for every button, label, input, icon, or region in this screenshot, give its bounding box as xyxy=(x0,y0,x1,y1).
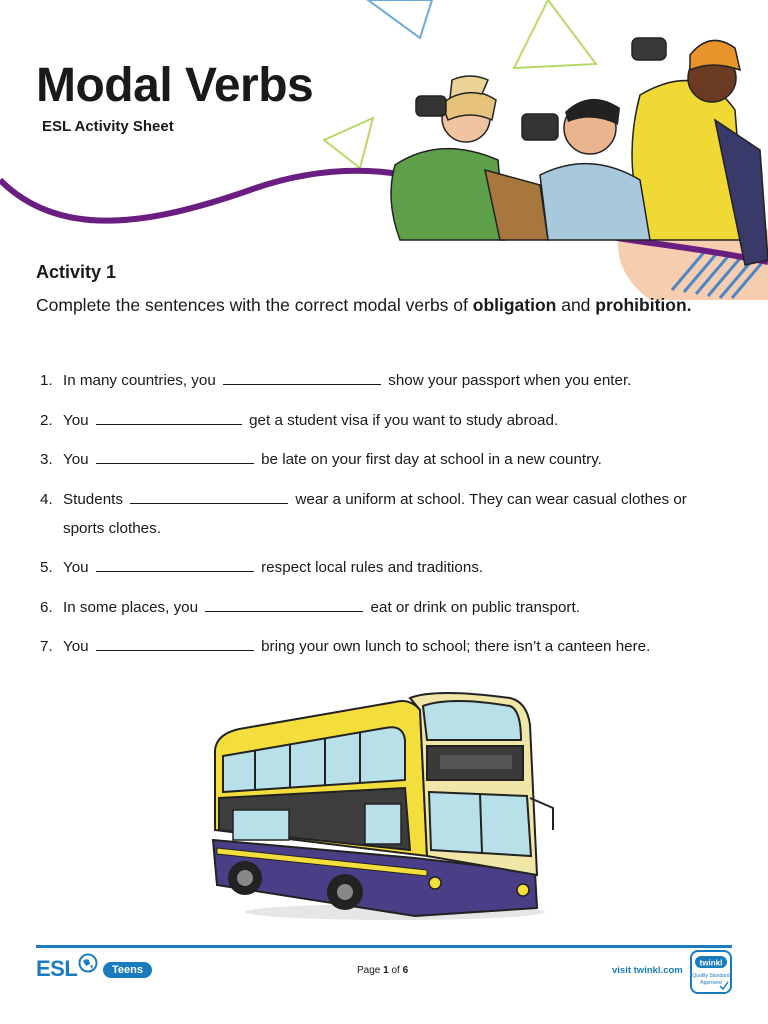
question-text-after: eat or drink on public transport. xyxy=(370,598,580,616)
quality-standard-badge-icon xyxy=(690,950,732,994)
answer-blank[interactable] xyxy=(130,489,288,504)
question-number: 7. xyxy=(40,638,53,655)
answer-blank[interactable] xyxy=(96,557,254,572)
question-item xyxy=(36,366,726,395)
question-text-before: In some places, you xyxy=(63,598,199,616)
question-text-before: In many countries, you xyxy=(63,372,216,389)
question-item xyxy=(36,445,726,474)
triangle-decoration xyxy=(324,118,373,168)
badge-brand: twinkl xyxy=(699,958,723,968)
double-decker-bus-illustration xyxy=(205,680,565,925)
page-subtitle: ESL Activity Sheet xyxy=(42,118,174,135)
question-item xyxy=(36,632,726,661)
page-label: Page xyxy=(357,965,384,976)
question-item xyxy=(36,593,726,622)
question-text-after: bring your own lunch to school; there isn’t a canteen here. xyxy=(261,638,651,655)
question-item xyxy=(36,485,726,543)
answer-blank[interactable] xyxy=(96,410,242,425)
question-item xyxy=(36,406,726,435)
question-text-after: show your passport when you enter. xyxy=(388,372,632,389)
page-title: Modal Verbs xyxy=(36,59,314,112)
question-text-before: You xyxy=(63,451,89,468)
visit-link[interactable]: visit twinkl.com xyxy=(612,965,683,976)
question-number: 5. xyxy=(40,559,53,576)
question-text-before: You xyxy=(63,638,89,655)
badge-line-2: Approved xyxy=(700,980,722,986)
question-text-after: wear a uniform at school. They can wear casual clothes or sports clothes. xyxy=(63,490,687,537)
answer-blank[interactable] xyxy=(223,370,381,385)
page-of: of xyxy=(388,965,403,976)
page-total: 6 xyxy=(402,965,409,976)
question-number: 2. xyxy=(40,411,53,429)
question-number: 1. xyxy=(40,372,53,389)
badge-line-1: Quality Standard xyxy=(692,973,730,979)
instruction-text: Complete the sentences with the correct modal verbs of xyxy=(36,295,473,315)
globe-icon xyxy=(78,953,98,973)
answer-blank[interactable] xyxy=(205,597,363,612)
footer-rule xyxy=(36,945,732,948)
question-number: 3. xyxy=(40,451,53,468)
question-number: 6. xyxy=(40,598,53,616)
question-number: 4. xyxy=(40,490,53,508)
question-text-after: be late on your first day at school in a new country. xyxy=(261,451,602,468)
triangle-decoration xyxy=(368,0,432,38)
question-item xyxy=(36,553,726,582)
instruction-bold-prohibition: prohibition. xyxy=(595,295,692,315)
triangle-decoration xyxy=(514,0,596,68)
question-text-before: You xyxy=(63,559,89,576)
instruction-text-and: and xyxy=(556,295,596,315)
question-text-before: You xyxy=(63,411,89,429)
esl-logo: ESL xyxy=(36,956,78,981)
question-list xyxy=(36,366,726,672)
question-text-after: get a student visa if you want to study abroad. xyxy=(249,411,559,429)
header-art xyxy=(0,0,768,300)
activity-instruction xyxy=(36,294,696,317)
question-text-before: Students xyxy=(63,490,123,508)
instruction-bold-obligation: obligation xyxy=(472,295,557,315)
tourists-illustration xyxy=(391,38,768,265)
answer-blank[interactable] xyxy=(96,449,254,464)
page-current: 1 xyxy=(383,965,389,976)
teens-badge: Teens xyxy=(103,962,152,978)
answer-blank[interactable] xyxy=(96,636,254,651)
activity-heading: Activity 1 xyxy=(36,262,117,282)
page-number xyxy=(357,965,408,976)
question-text-after: respect local rules and traditions. xyxy=(261,559,484,576)
